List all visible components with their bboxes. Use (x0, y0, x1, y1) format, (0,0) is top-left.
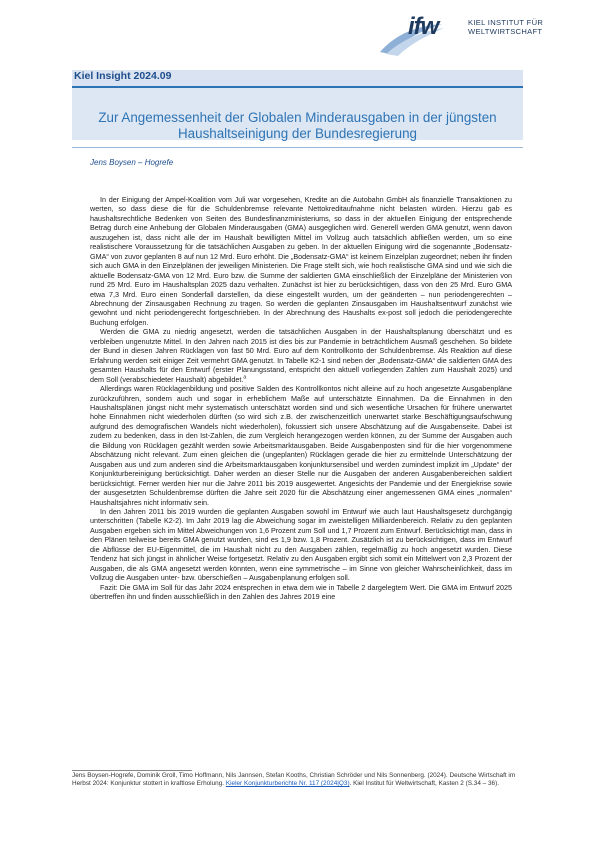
title-divider (72, 147, 523, 148)
logo-wordmark (468, 18, 543, 36)
author-line: Jens Boysen – Hogrefe (90, 158, 174, 167)
title-line-1: Zur Angemessenheit der Globalen Minderausgaben in der jüngsten (98, 110, 497, 125)
footnote-link[interactable]: Kieler Konjunkturberichte Nr. 117 (2024|Q3) (225, 780, 350, 788)
kiel-institute-logo (376, 12, 556, 56)
page-title (72, 110, 523, 142)
footnote-tail: . Kiel Institut für Weltwirtschaft, Kasten 2 (S.34 – 36). (349, 780, 499, 788)
footnote-text: Jens Boysen-Hogrefe, Dominik Groll, Timo Hoffmann, Nils Jannsen, Stefan Kooths, Christian Schröder und Nils Sonnenberg. (2024). Deutsche Wirtschaft im Herbst 2024: Konjunktur stottert in kraftlose Erholung. (72, 772, 516, 788)
paragraph: Fazit: Die GMA im Soll für das Jahr 2024 entsprechen in etwa dem wie in Tabelle 2 dargelegtem Wert. Die GMA im Entwurf 2025 übertreffen ihn und finden ausschließlich in den Zahlen des Jahres 2019 eine (90, 582, 512, 602)
logo-ifw-mark: ifw (408, 13, 439, 40)
paragraph: In den Jahren 2011 bis 2019 wurden die geplanten Ausgaben sowohl im Entwurf wie auch laut Haushaltsgesetz durchgängig unterschritten (Tabelle K2-2). Im Jahr 2019 lag die Abweichung sogar im zweistelligen Milliardenbereich. Relativ zu den geplanten Ausgaben ergeben sich im Mittel Abweichungen von 1,6 Prozent zum Soll und 1,7 Prozent zum Entwurf. Berücksichtigt man, dass in den Plänen teilweise bereits GMA genutzt wurden, sind es 1,9 bzw. 1,8 Prozent. Zusätzlich ist zu berücksichtigen, dass im Entwurf die Abflüsse der EU-Eigenmittel, die im Haushalt nicht zu den Ausgaben zählen, regelmäßig zu hoch angesetzt wurden. Diese Tendenz hat sich jüngst in ähnlicher Weise fortgesetzt. Relativ zu den Ausgaben ergibt sich somit ein Mittelwert von 2,3 Prozent der Ausgaben, die als GMA angesetzt werden könnten, wenn eine symmetrische – im Sinne von gleicher Wahrscheinlichkeit, dass im Vollzug die Ausgaben unter- bzw. überschießen – Ausgabenplanung erfolgen soll. (90, 506, 512, 583)
logo-line-1: KIEL INSTITUT FÜR (468, 18, 544, 27)
footnote-divider (72, 770, 192, 771)
paragraph: Allerdings waren Rücklagenbildung und positive Salden des Kontrollkontos nicht alleine auf zu hoch angesetzte Ausgabenpläne zurückzuführen, sondern auch und sogar in erheblichem Maße auf unterschätzte Einnahmen. Da die Einnahmen in den Haushaltsplänen jüngst nicht mehr systematisch unterschätzt worden sind und sich wesentliche Ursachen für frühere unerwartet hohe Einnahmen nicht wiederholen dürften (so wird sich z.B. der zwischenzeitlich unerwartet starke Beschäftigungsaufschwung aufgrund des demografischen Wandels nicht wiederholen), fokussiert sich unsere Abschätzung auf die Ausgabenseite. Dabei ist zudem zu bedenken, dass in den Ist-Zahlen, die zum Vergleich herangezogen werden können, zu der Summe der Ausgaben auch die Bildung von Rücklagen gezählt werden sowie Arbeitsmarktausgaben. Beide Ausgabenposten sind für die hier vorgenommene Abschätzung nicht relevant. Zum einen gleichen die (ungeplanten) Rücklagen gerade die hier zu ermittelnde Unterschätzung der Ausgaben aus und zum anderen sind die Arbeitsmarktausgaben konjunktursensibel und werden zumindest implizit im „Update“ der Konjunkturbereinigung berücksichtigt. Daher werden an dieser Stelle nur die Ausgaben der anderen Ausgabenbereichen saldiert berücksichtigt. Ferner werden hier nur die Jahre 2011 bis 2019 ausgewertet. Angesichts der Pandemie und der Energiekrise sowie der ausgesetzten Schuldenbremse dürften die Jahre seit 2020 für die Abschätzung einer angemessenen GMA eines „normalen“ Haushaltsjahres nicht informativ sein. (90, 384, 512, 507)
logo-line-2: WELTWIRTSCHAFT (468, 27, 543, 36)
footnote-marker[interactable]: a (243, 374, 247, 381)
title-line-2: Haushaltseinigung der Bundesregierung (178, 126, 417, 141)
paragraph-text: Werden die GMA zu niedrig angesetzt, werden die tatsächlichen Ausgaben in der Haushaltsplanung überschätzt und es verbleiben ungenutzte Mittel. In den Jahren nach 2015 ist dies bis zur Pandemie in beträchtlichem Ausmaß geschehen. So bildete der Bund in diesen Jahren Rücklagen von fast 50 Mrd. Euro auf dem Kontrollkonto der Schuldenbremse. Als Reaktion auf diese Erfahrung werden seit einiger Zeit vermehrt GMA genutzt. In Tabelle K2-1 sind neben der „Bodensatz-GMA“ die saldierten GMA des gesamten Haushalts für den Entwurf (erster Planungsstand, entspricht den aktuell vorliegenden Zahlen zum Haushalt 2025) und dem Soll (verabschiedeter Haushalt) abgebildet. (90, 327, 512, 384)
footnote (72, 772, 517, 789)
series-label: Kiel Insight 2024.09 (74, 70, 172, 82)
paragraph (90, 327, 512, 384)
article-body (90, 195, 512, 601)
paragraph: In der Einigung der Ampel-Koalition vom Juli war vorgesehen, Kredite an die Autobahn GmbH als finanzielle Transaktionen zu werten, so dass diese die für die Schuldenbremse relevante Nettokreditaufnahme nicht belasten würden. Hierzu gab es haushaltsrechtliche Bedenken von Seiten des Bundesfinanzministeriums, so dass in der aktuellen Einigung der entsprechende Betrag durch eine Anhebung der Globalen Minderausgaben (GMA) ausgeglichen wird. Generell werden GMA genutzt, wenn davon auszugehen ist, dass nicht alle der im Haushalt bewilligten Mittel im Vollzug auch tatsächlich abfließen werden, um so eine realistischere Voraussetzung für die tatsächlichen Ausgaben zu geben. In der aktuellen Einigung wird die sogenannte „Bodensatz-GMA“ von zuvor geplanten 8 auf nun 12 Mrd. Euro erhöht. Die „Bodensatz-GMA“ ist keinem Einzelplan zugeordnet; neben ihr finden sich auch GMA in den Einzelplänen der jeweiligen Ministerien. Die Frage stellt sich, wie hoch realistische GMA sind und wie sich die aktuelle Bodensatz-GMA von 12 Mrd. Euro bzw. die Summe der saldierten GMA einschließlich der Einzelpläne der Ministerien von rund 25 Mrd. Euro im Haushaltsplan 2025 dazu verhalten. Zunächst ist hier zu berücksichtigen, dass von den 25 Mrd. Euro GMA etwa 7,3 Mrd. Euro einen Sonderfall darstellen, da diese eingestellt wurden, um der geänderten – nun periodengerechten – Abrechnung der Zinsausgaben Rechnung zu tragen. So werden die geplanten Zinsausgaben im Haushaltsentwurf zunächst wie gewohnt und nicht periodengerecht fortgeschrieben. In der Abrechnung des Haushalts ex-post soll jedoch die periodengerechte Buchung erfolgen. (90, 195, 512, 327)
